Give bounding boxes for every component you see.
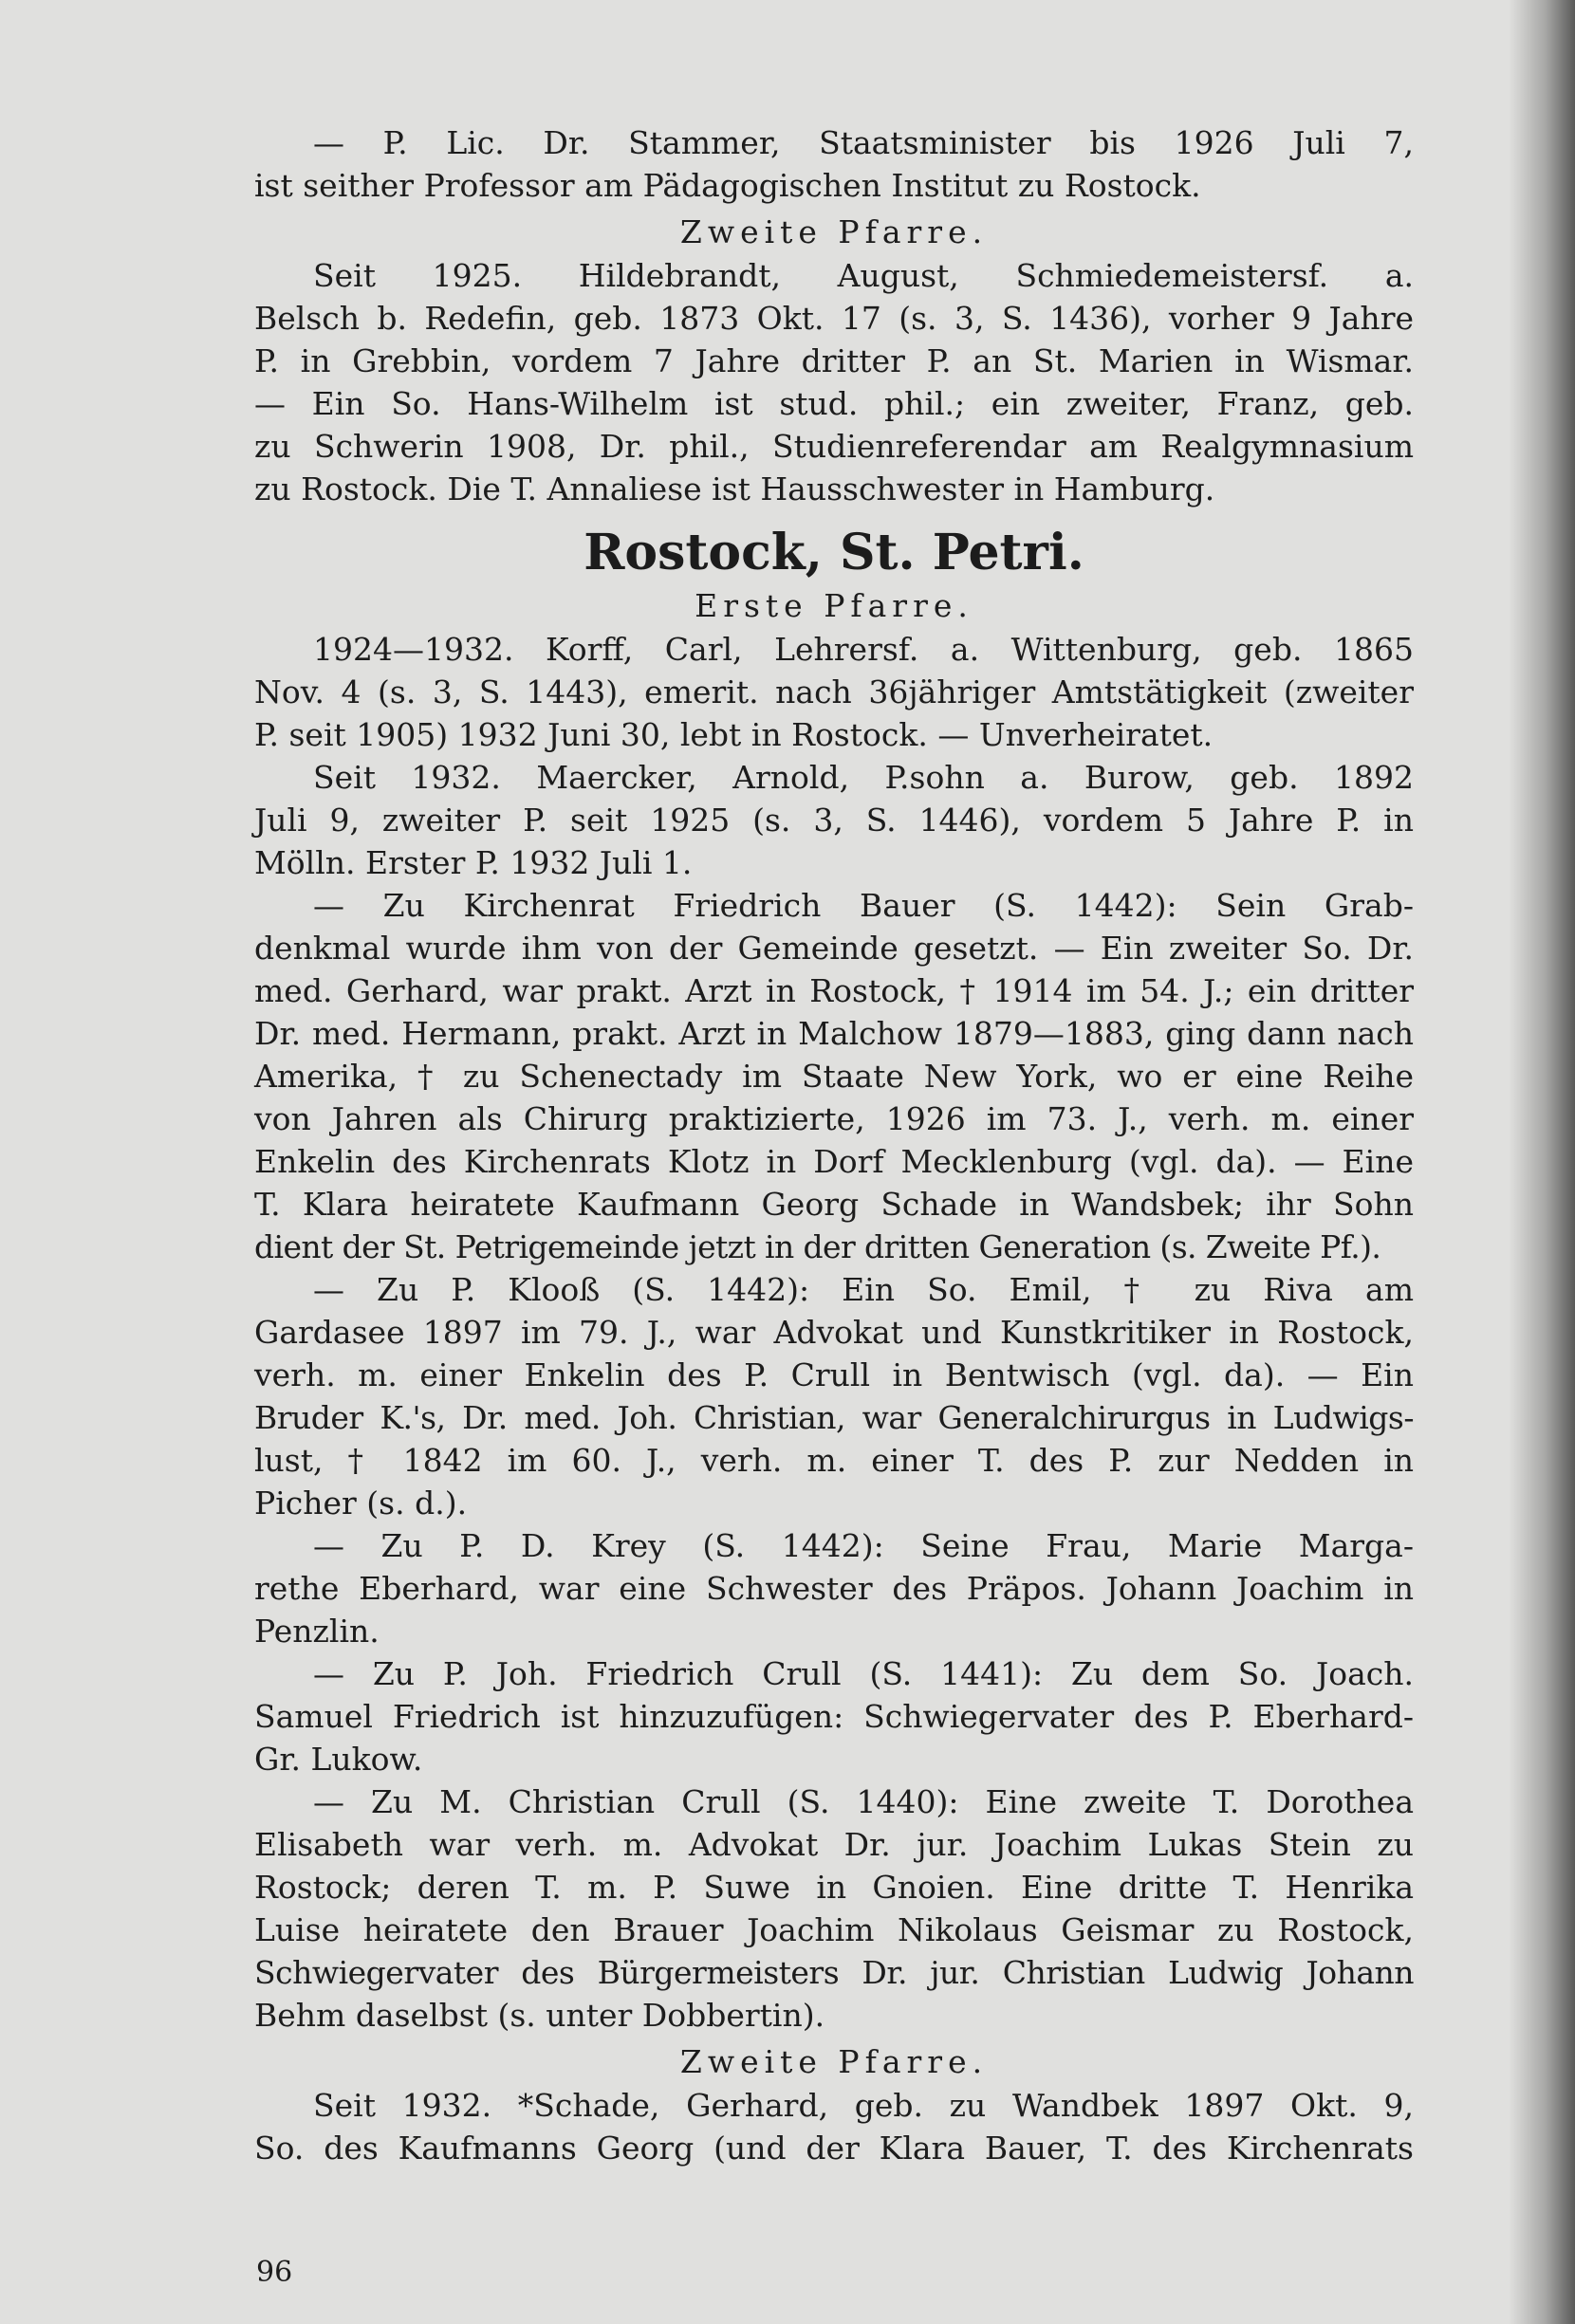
text-line: von Jahren als Chirurg praktizierte, 1926 im 73. J., verh. m. einer: [254, 1100, 1414, 1137]
text-line: Seit 1932. Maercker, Arnold, P.sohn a. Burow, geb. 1892: [313, 759, 1414, 796]
text-line: — Zu M. Christian Crull (S. 1440): Eine zweite T. Dorothea: [313, 1783, 1414, 1820]
text-line: Penzlin.: [254, 1613, 380, 1650]
text-line: Schwiegervater des Bürgermeisters Dr. jur. Christian Ludwig Johann: [254, 1954, 1414, 1991]
text-line: Seit 1932. *Schade, Gerhard, geb. zu Wandbek 1897 Okt. 9,: [313, 2087, 1414, 2124]
section-heading: Zweite Pfarre.: [679, 213, 989, 250]
body-text: [254, 121, 1414, 2169]
text-line: denkmal wurde ihm von der Gemeinde gesetzt. — Ein zweiter So. Dr.: [254, 930, 1414, 967]
text-line: — Zu P. Joh. Friedrich Crull (S. 1441): Zu dem So. Joach.: [313, 1655, 1414, 1692]
text-line: med. Gerhard, war prakt. Arzt in Rostock, † 1914 im 54. J.; ein dritter: [254, 972, 1414, 1009]
text-line: Gr. Lukow.: [254, 1741, 423, 1778]
text-line: — Zu Kirchenrat Friedrich Bauer (S. 1442): Sein Grab-: [313, 887, 1414, 924]
text-line: Rostock; deren T. m. P. Suwe in Gnoien. Eine dritte T. Henrika: [254, 1869, 1414, 1906]
text-line: zu Rostock. Die T. Annaliese ist Hausschwester in Hamburg.: [254, 470, 1215, 507]
text-line: T. Klara heiratete Kaufmann Georg Schade in Wandsbek; ihr Sohn: [254, 1186, 1414, 1223]
text-line: Amerika, † zu Schenectady im Staate New York, wo er eine Reihe: [254, 1058, 1414, 1095]
text-line: dient der St. Petrigemeinde jetzt in der dritten Generation (s. Zweite Pf.).: [254, 1228, 1381, 1265]
text-line: Gardasee 1897 im 79. J., war Advokat und Kunstkritiker in Rostock,: [254, 1314, 1414, 1351]
text-line: zu Schwerin 1908, Dr. phil., Studienreferendar am Realgymnasium: [254, 428, 1414, 465]
text-line: ist seither Professor am Pädagogischen Institut zu Rostock.: [254, 167, 1201, 204]
text-line: Seit 1925. Hildebrandt, August, Schmiedemeistersf. a.: [313, 257, 1414, 294]
text-line: Luise heiratete den Brauer Joachim Nikolaus Geismar zu Rostock,: [254, 1911, 1414, 1948]
text-line: P. in Grebbin, vordem 7 Jahre dritter P. an St. Marien in Wismar.: [254, 342, 1414, 379]
text-line: 1924—1932. Korff, Carl, Lehrersf. a. Wittenburg, geb. 1865: [313, 631, 1414, 668]
section-heading: Erste Pfarre.: [695, 587, 973, 624]
text-line: Nov. 4 (s. 3, S. 1443), emerit. nach 36jähriger Amtstätigkeit (zweiter: [254, 673, 1414, 710]
text-line: Behm daselbst (s. unter Dobbertin).: [254, 1997, 825, 2034]
page-number: 96: [256, 2256, 293, 2289]
text-line: rethe Eberhard, war eine Schwester des Präpos. Johann Joachim in: [254, 1570, 1414, 1607]
chapter-title: Rostock, St. Petri.: [584, 524, 1084, 581]
text-line: — P. Lic. Dr. Stammer, Staatsminister bis 1926 Juli 7,: [313, 124, 1414, 161]
text-line: Enkelin des Kirchenrats Klotz in Dorf Mecklenburg (vgl. da). — Eine: [254, 1143, 1414, 1180]
text-line: lust, † 1842 im 60. J., verh. m. einer T. des P. zur Nedden in: [254, 1442, 1414, 1479]
text-line: — Ein So. Hans-Wilhelm ist stud. phil.; ein zweiter, Franz, geb.: [254, 385, 1414, 422]
text-line: Belsch b. Redefin, geb. 1873 Okt. 17 (s. 3, S. 1436), vorher 9 Jahre: [254, 300, 1414, 337]
text-line: verh. m. einer Enkelin des P. Crull in Bentwisch (vgl. da). — Ein: [254, 1356, 1414, 1393]
text-line: Bruder K.'s, Dr. med. Joh. Christian, war Generalchirurgus in Ludwigs-: [254, 1399, 1414, 1436]
text-line: Picher (s. d.).: [254, 1485, 468, 1522]
section-heading: Zweite Pfarre.: [679, 2043, 989, 2080]
text-line: Samuel Friedrich ist hinzuzufügen: Schwiegervater des P. Eberhard-: [254, 1698, 1414, 1735]
text-line: Mölln. Erster P. 1932 Juli 1.: [254, 844, 693, 881]
text-line: Elisabeth war verh. m. Advokat Dr. jur. Joachim Lukas Stein zu: [254, 1826, 1414, 1863]
text-line: So. des Kaufmanns Georg (und der Klara Bauer, T. des Kirchenrats: [254, 2130, 1414, 2167]
text-line: — Zu P. Klooß (S. 1442): Ein So. Emil, † zu Riva am: [313, 1271, 1414, 1308]
text-line: Dr. med. Hermann, prakt. Arzt in Malchow 1879—1883, ging dann nach: [254, 1015, 1414, 1052]
text-line: P. seit 1905) 1932 Juni 30, lebt in Rostock. — Unverheiratet.: [254, 716, 1214, 753]
text-line: — Zu P. D. Krey (S. 1442): Seine Frau, Marie Marga-: [313, 1527, 1414, 1564]
text-line: Juli 9, zweiter P. seit 1925 (s. 3, S. 1446), vordem 5 Jahre P. in: [254, 802, 1414, 839]
